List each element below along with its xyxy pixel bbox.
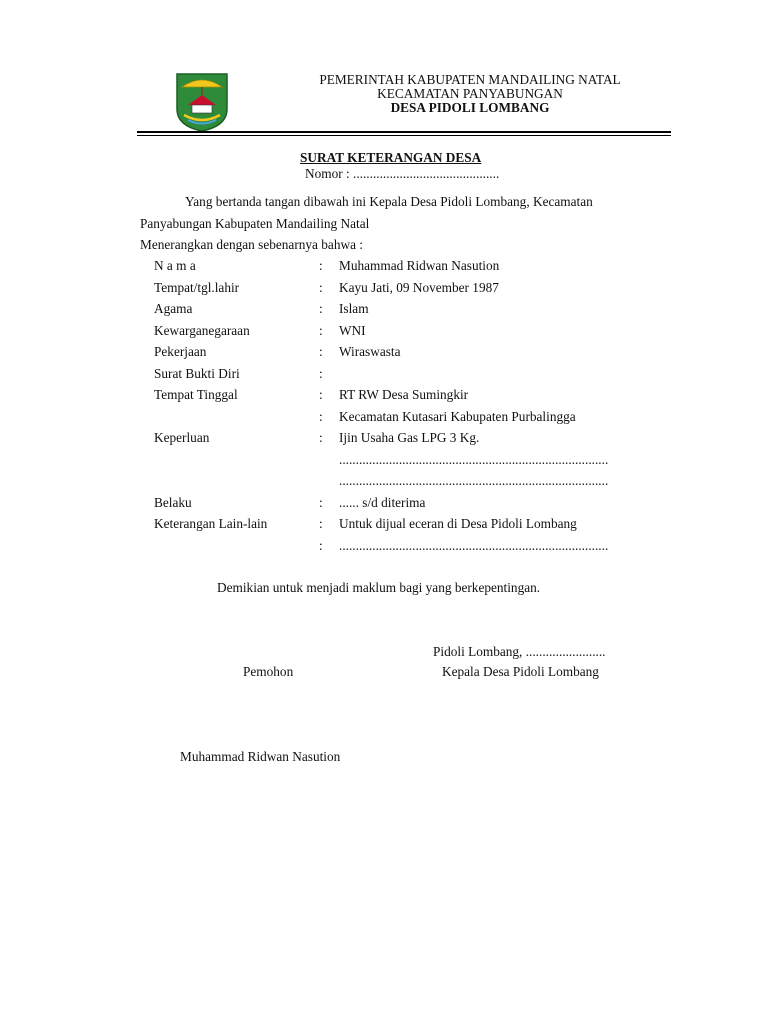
field-value-citizenship: WNI — [339, 323, 366, 338]
field-colon: : — [319, 323, 323, 338]
field-value-dotted-line: ................................................................................. — [339, 473, 609, 488]
intro-line-1: Yang bertanda tangan dibawah ini Kepala Desa Pidoli Lombang, Kecamatan — [185, 194, 593, 209]
field-value-occupation: Wiraswasta — [339, 344, 401, 359]
field-colon: : — [319, 430, 323, 445]
field-value-birth: Kayu Jati, 09 November 1987 — [339, 280, 499, 295]
field-label-birth: Tempat/tgl.lahir — [154, 280, 240, 295]
letterhead-district: KECAMATAN PANYABUNGAN — [377, 86, 563, 101]
field-colon: : — [319, 280, 323, 295]
field-colon: : — [319, 387, 323, 402]
field-colon: : — [319, 344, 323, 359]
field-label-religion: Agama — [154, 301, 193, 316]
field-value-religion: Islam — [339, 301, 369, 316]
field-colon: : — [319, 366, 323, 381]
field-value-dotted-line: ................................................................................. — [339, 452, 609, 467]
letterhead-village: DESA PIDOLI LOMBANG — [390, 100, 550, 115]
field-label-nama: N a m a — [154, 258, 196, 273]
intro-line-3: Menerangkan dengan sebenarnya bahwa : — [140, 237, 363, 252]
field-colon: : — [319, 301, 323, 316]
village-head-title: Kepala Desa Pidoli Lombang — [442, 664, 599, 679]
field-value-nama: Muhammad Ridwan Nasution — [339, 258, 500, 273]
closing-statement: Demikian untuk menjadi maklum bagi yang berkepentingan. — [217, 580, 541, 595]
field-value-residence: RT RW Desa Sumingkir — [339, 387, 469, 402]
intro-line-2: Panyabungan Kabupaten Mandailing Natal — [140, 216, 370, 231]
letterhead-divider-thick — [137, 131, 671, 133]
field-colon: : — [319, 409, 323, 424]
field-value-purpose: Ijin Usaha Gas LPG 3 Kg. — [339, 430, 480, 445]
field-colon: : — [319, 538, 323, 553]
letterhead-divider-thin — [137, 135, 671, 136]
field-label-other-notes: Keterangan Lain-lain — [154, 516, 268, 531]
field-value-other-notes: Untuk dijual eceran di Desa Pidoli Lombang — [339, 516, 577, 531]
field-label-citizenship: Kewarganegaraan — [154, 323, 250, 338]
field-value-validity: ...... s/d diterima — [339, 495, 426, 510]
field-colon: : — [319, 495, 323, 510]
signature-place-date: Pidoli Lombang, ........................ — [433, 644, 606, 659]
document-title: SURAT KETERANGAN DESA — [300, 150, 482, 165]
field-label-validity: Belaku — [154, 495, 192, 510]
document-number: Nomor : ............................................ — [305, 166, 500, 181]
field-label-occupation: Pekerjaan — [154, 344, 207, 359]
regency-emblem-icon — [174, 71, 230, 133]
applicant-name: Muhammad Ridwan Nasution — [180, 749, 341, 764]
field-colon: : — [319, 516, 323, 531]
applicant-title: Pemohon — [243, 664, 294, 679]
field-value-residence-cont: Kecamatan Kutasari Kabupaten Purbalingga — [339, 409, 576, 424]
field-value-dotted-line: ................................................................................. — [339, 538, 609, 553]
field-colon: : — [319, 258, 323, 273]
field-label-id-proof: Surat Bukti Diri — [154, 366, 240, 381]
field-label-purpose: Keperluan — [154, 430, 210, 445]
letterhead-government: PEMERINTAH KABUPATEN MANDAILING NATAL — [319, 72, 621, 87]
field-label-residence: Tempat Tinggal — [154, 387, 238, 402]
